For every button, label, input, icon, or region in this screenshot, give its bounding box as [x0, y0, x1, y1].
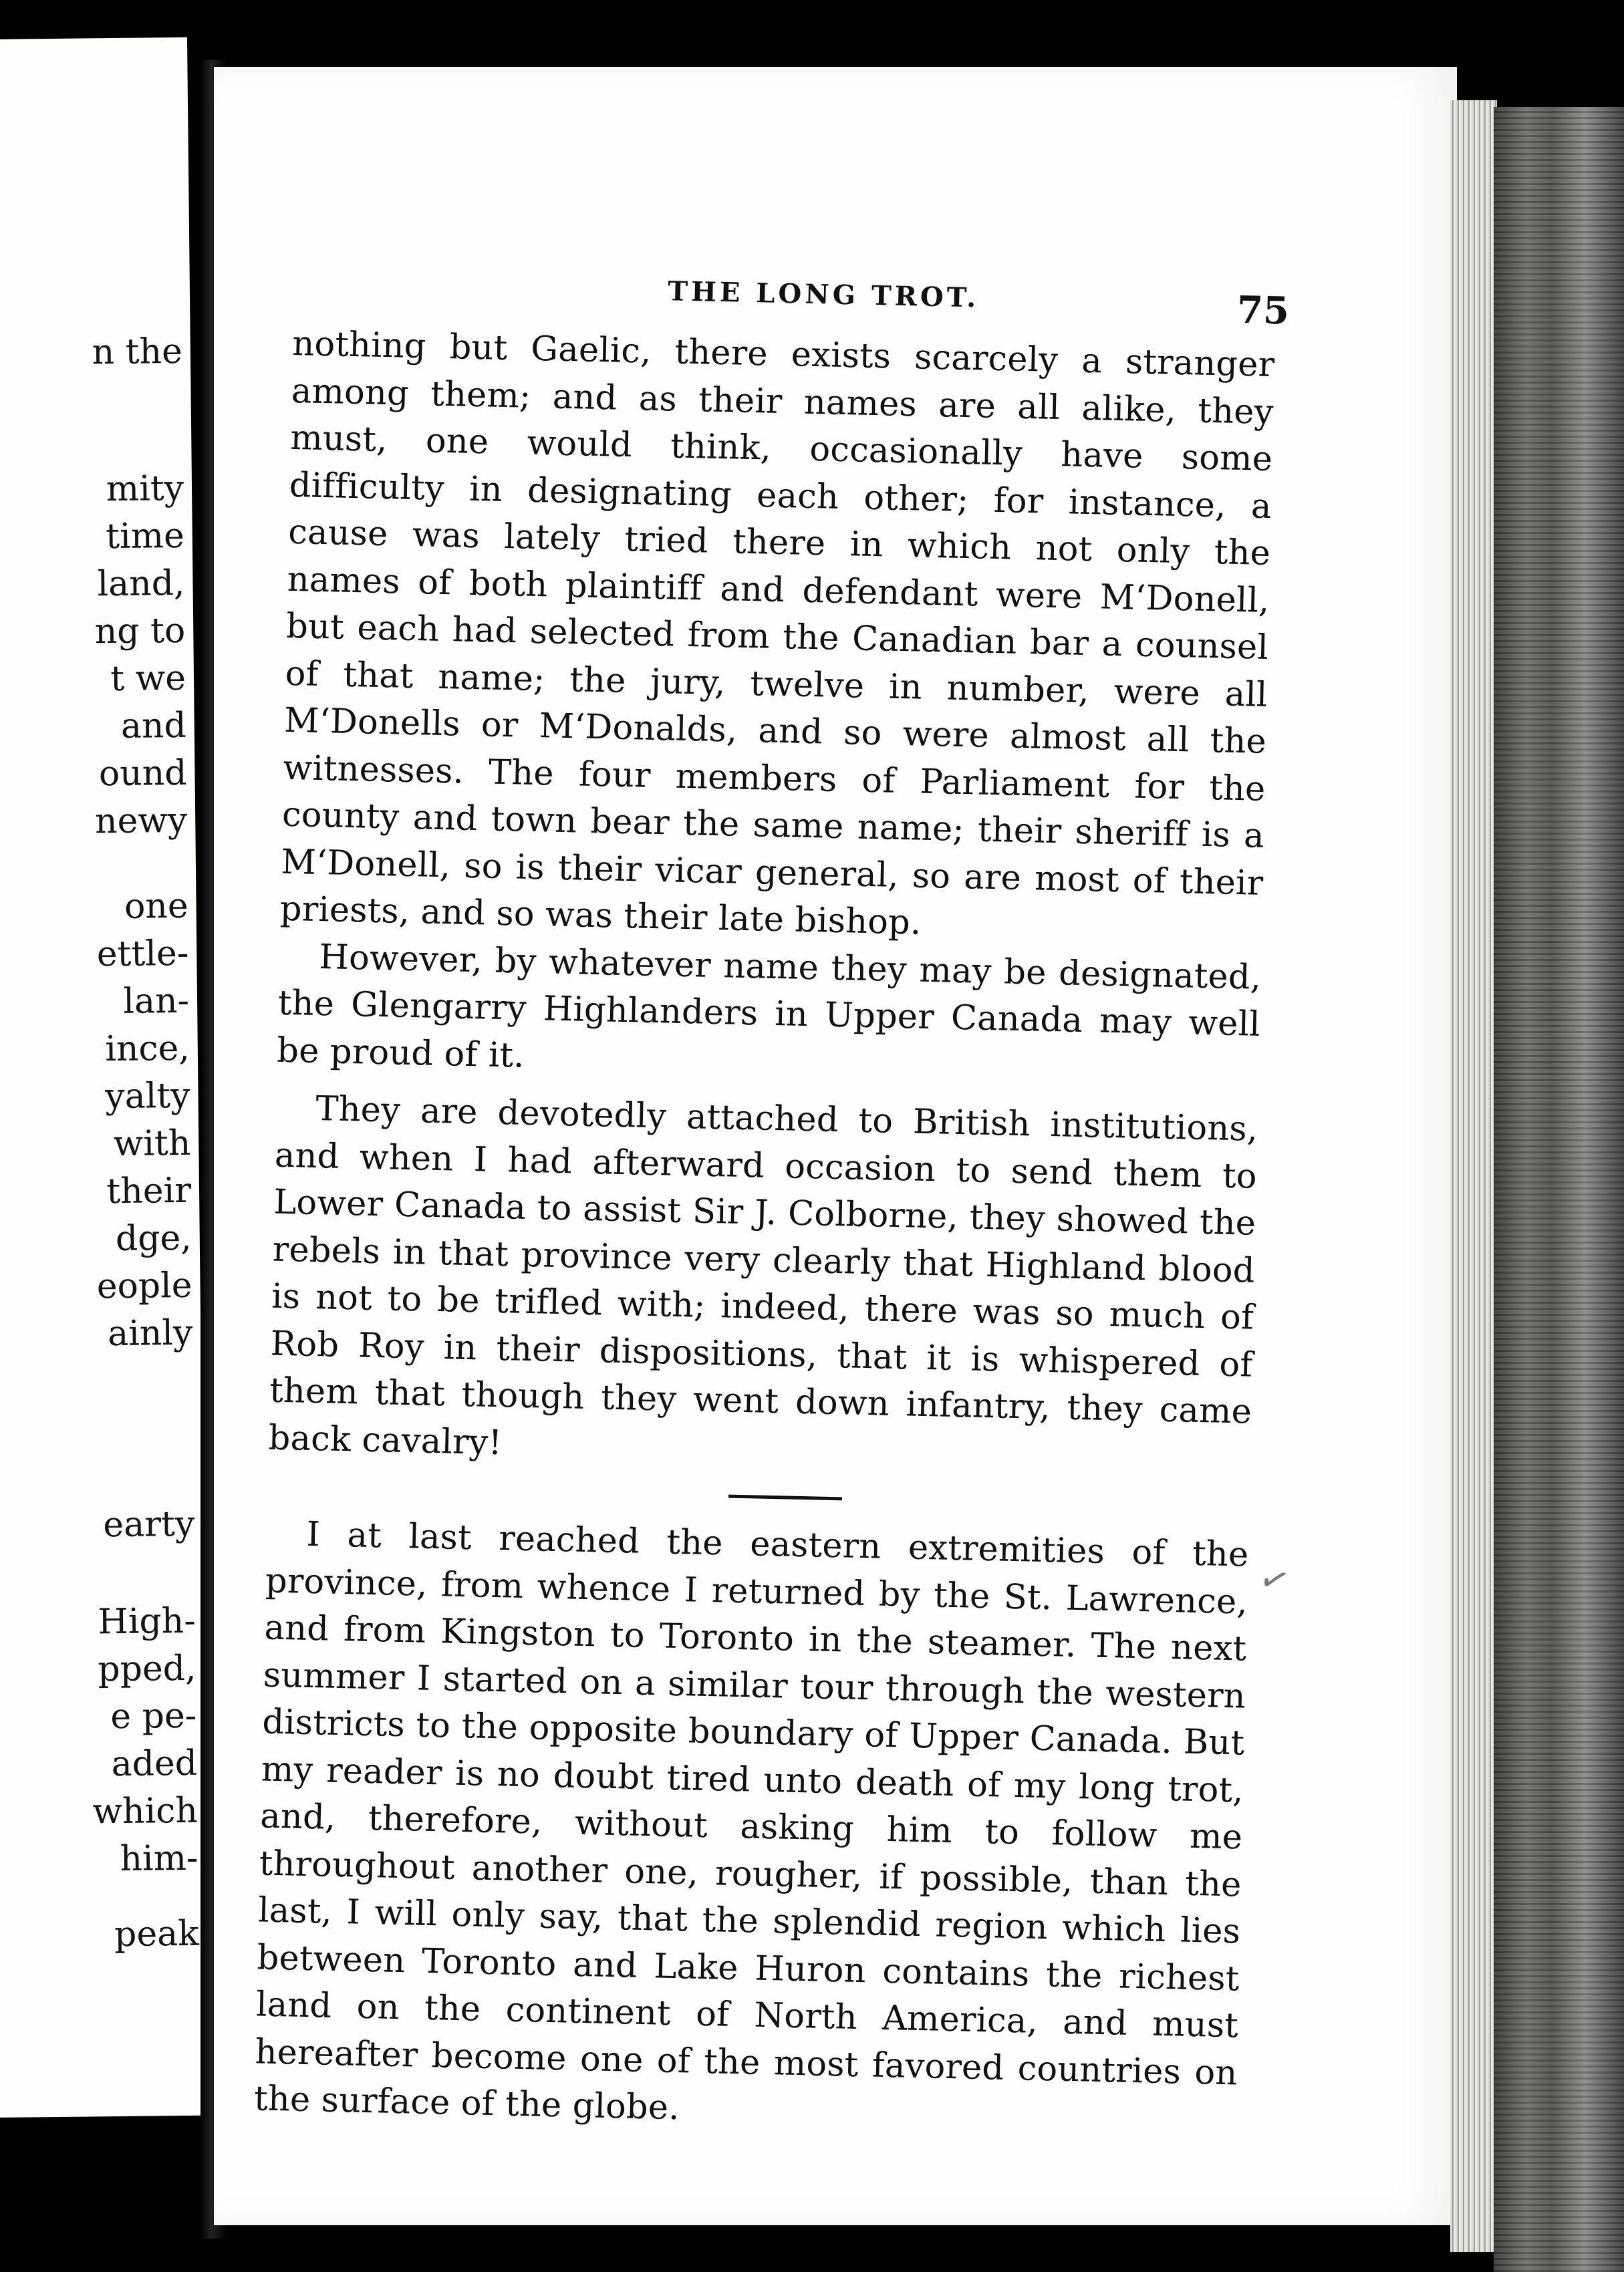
line-fragment: earty: [103, 1504, 195, 1546]
line-fragment: ainly: [107, 1312, 193, 1355]
line-fragment: dge,: [115, 1218, 192, 1260]
line-fragment: yalty: [104, 1075, 190, 1117]
book-cover-edge: [1494, 107, 1624, 2272]
pencil-check-mark: ✓: [1254, 1556, 1295, 1604]
line-fragment: newy: [94, 800, 188, 842]
line-fragment: one: [124, 885, 188, 927]
facing-page-left: [0, 37, 209, 2118]
paragraph: They are devotedly attached to British institutions, and when I had afterward occasion to send them to Lower Canada to assist Sir J. Colborne, they showed the rebels in that province very clearly that Highland blood is not to be trifled with; indeed, there was so much of Rob Roy in their dispositions, that it is whispered of them that though they went down infantry, they came back cavalry!: [268, 1089, 1258, 1463]
line-fragment: which: [92, 1790, 198, 1832]
line-fragment: ince,: [104, 1028, 190, 1070]
line-fragment: him-: [120, 1838, 198, 1880]
section-divider: [728, 1495, 842, 1501]
line-fragment: lan-: [123, 980, 190, 1022]
line-fragment: pped,: [98, 1648, 196, 1690]
paragraph-continuation: nothing but Gaelic, there exists scarcely a stranger among them; and as their names are all alike, they must, one would think, occasionally have some difficulty in designating each other; for instance, a cause was lately tried there in which not only the names of both plaintiff and defendant were M‘Donell, but each had selected from the Canadian bar a counsel of that name; the jury, twelve in number, were all M‘Donells or M‘Donalds, and so were almost all the witnesses. The four members of Parliament for the county and town bear the same name; their sheriff is a M‘Donell, so is their vicar general, so are most of their priests, and so was their late bishop.: [279, 323, 1275, 943]
line-fragment: t we: [110, 658, 186, 700]
line-fragment: ettle-: [96, 933, 189, 975]
facing-page-line-ends: [72, 37, 200, 1955]
running-head-title: THE LONG TROT.: [667, 275, 980, 314]
line-fragment: and: [120, 705, 187, 746]
paragraph: I at last reached the eastern extremities of the province, from whence I returned by the St. Lawrence, and from Kingston to Toronto in the steamer. The next summer I started on a similar tour through the western districts to the opposite boundary of Upper Canada. But my reader is no doubt tired unto death of my long trot, and, therefore, without asking him to follow me throughout another one, rougher, if possible, than the last, I will only say, that the splendid region which lies between Toronto and Lake Huron contains the richest land on the continent of North America, and must hereafter become one of the most favored countries on the surface of the globe.: [253, 1514, 1249, 2128]
line-fragment: ng to: [94, 610, 186, 652]
line-fragment: peak: [114, 1913, 200, 1955]
line-fragment: aded: [111, 1743, 198, 1785]
paragraph: However, by whatever name they may be designated, the Glengarry Highlanders in Upper Canada may well be proud of it.: [276, 937, 1262, 1076]
line-fragment: ound: [98, 752, 187, 795]
line-fragment: n the: [92, 331, 183, 373]
page-text: [253, 267, 1290, 2144]
line-fragment: mity: [106, 468, 184, 510]
page-number: 75: [1236, 287, 1290, 333]
line-fragment: time: [105, 515, 185, 557]
page-edges: [1450, 100, 1497, 2252]
line-fragment: their: [106, 1170, 192, 1212]
line-fragment: eople: [96, 1265, 192, 1307]
line-fragment: land,: [97, 563, 185, 605]
line-fragment: e pe-: [110, 1695, 197, 1737]
line-fragment: with: [113, 1123, 191, 1165]
line-fragment: High-: [98, 1600, 196, 1643]
